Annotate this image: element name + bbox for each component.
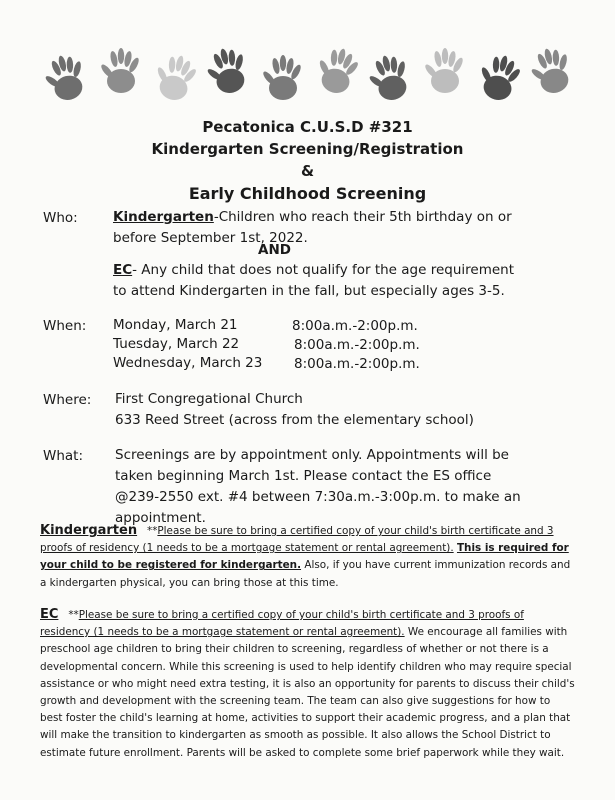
when-day-3: Wednesday, March 23 [113,355,263,371]
ampersand: & [300,162,315,180]
hand-7-icon [364,51,415,105]
where-line2: 633 Reed Street (across from the elementary school) [115,412,474,428]
district-title: Pecatonica C.U.S.D #321 [202,118,413,136]
hand-2-icon [99,48,140,93]
hand-8-icon [423,48,464,93]
kindergarten-requirements: Please be sure to bring a certified copy of your child's birth certificate and 3 proofs of residency (1 needs to be a mortgage statement or rental agreement). [40,525,554,555]
where-line1: First Congregational Church [115,391,303,407]
what-line2: taken beginning March 1st. Please contact the ES office [115,468,492,484]
where-label: Where: [43,392,92,408]
who-kindergarten-line1: Kindergarten-Children who reach their 5th birthday on or [113,209,512,225]
ec-heading: EC [113,262,133,278]
who-kindergarten-line2: before September 1st, 2022. [113,230,308,246]
kindergarten-note-heading: Kindergarten [40,523,138,538]
kindergarten-note: Kindergarten **Please be sure to bring a certified copy of your child's birth certificate and 3 proofs of residency (1 needs to be a mortgage statement or rental agreement). This is required for your child to be registered for kindergarten. Also, if you have current immunization records and a kindergarten physical, you can bring those at this time. [40,523,571,589]
hand-4-icon [202,44,253,98]
when-time-3: 8:00a.m.-2:00p.m. [294,356,420,372]
what-label: What: [43,448,84,464]
and-text: AND [258,242,291,258]
kindergarten-required-notice: This is required for your child to be registered for kindergarten. [40,542,569,572]
handprint-banner [40,38,580,108]
who-label: Who: [43,210,78,226]
kindergarten-extra-info: Also, if you have current immunization records and a kindergarten physical, you can bring those at this time. [40,559,571,589]
when-label: When: [43,318,87,334]
hand-3-icon [150,51,201,105]
hand-1-icon [40,51,90,105]
what-line3: @239-2550 ext. #4 between 7:30a.m.-3:00p.m. to make an [115,489,521,505]
hand-5-icon [261,55,302,100]
ec-note: EC **Please be sure to bring a certified copy of your child's birth certificate and 3 proofs of residency (1 needs to be a mortgage statement or rental agreement). We encourage all families with preschool age children to bring their children to screening, regardless of whether or not there is a developmental concern. While this screening is used to help identify children who may require special assistance or who might need extra testing, it is also an opportunity for parents to discuss their child's growth and development with the screening team. The team can also give suggestions for how to best foster the child's learning at home, activities to support their academic progress, and a plan that will make the transition to kindergarten as smooth as possible. It also allows the School District to estimate future enrollment. Parents will be asked to complete some brief paperwork while they wait. [40,607,575,759]
what-line4: appointment. [115,510,206,526]
when-day-1: Monday, March 21 [113,317,238,333]
who-ec-line2: to attend Kindergarten in the fall, but especially ages 3-5. [113,283,505,299]
ec-description: We encourage all families with preschool age children to bring their children to screening, regardless of whether or not there is a developmental concern. While this screening is used to help identify children who may require special assistance or who might need extra testing, it is also an opportunity for parents to discuss their child's growth and development with the screening team. The team can also give suggestions for how to best foster the child's learning at home, activities to support their academic progress, and a plan that will make the transition to kindergarten as smooth as possible. It also allows the School District to estimate future enrollment. Parents will be asked to complete some brief paperwork while they wait. [40,626,575,759]
ec-note-heading: EC [40,607,59,622]
who-ec-line1: EC- Any child that does not qualify for the age requirement [113,262,515,278]
screening-title: Kindergarten Screening/Registration [151,140,464,158]
hand-10-icon [526,44,577,98]
kindergarten-heading: Kindergarten [113,209,214,225]
ec-requirements: Please be sure to bring a certified copy of your child's birth certificate and 3 proofs of residency (1 needs to be a mortgage statement or rental agreement). [40,609,524,639]
hand-6-icon [312,44,363,98]
when-time-1: 8:00a.m.-2:00p.m. [292,318,418,334]
when-day-2: Tuesday, March 22 [113,336,240,352]
when-time-2: 8:00a.m.-2:00p.m. [294,337,420,353]
what-line1: Screenings are by appointment only. Appointments will be [115,447,509,463]
early-childhood-title: Early Childhood Screening [188,184,427,203]
hand-9-icon [474,51,525,105]
